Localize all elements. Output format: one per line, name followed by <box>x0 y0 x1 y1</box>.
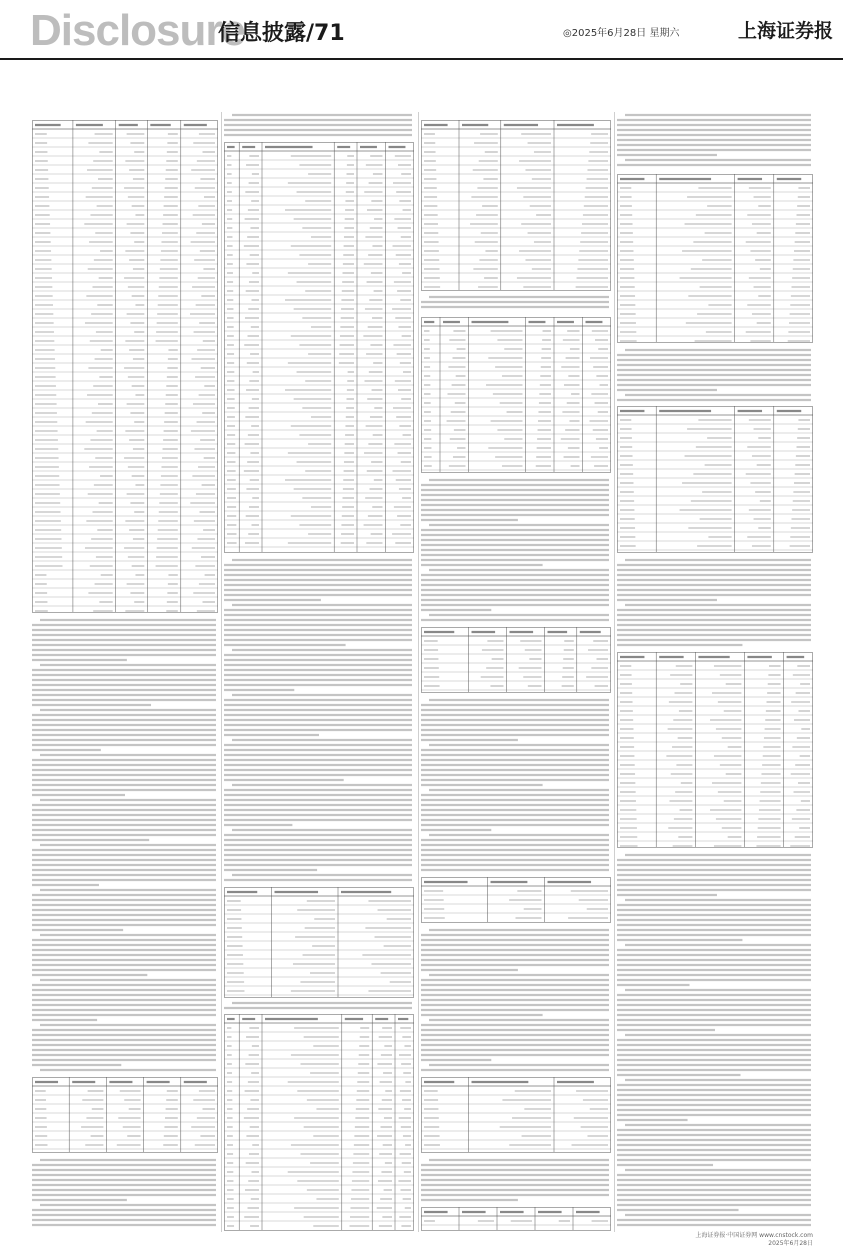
data-table <box>421 627 611 693</box>
text-block <box>617 560 811 645</box>
table-frame <box>422 121 611 291</box>
text-block <box>224 1003 412 1008</box>
text-block <box>421 930 609 1070</box>
data-table <box>617 406 813 553</box>
table-frame <box>225 888 414 998</box>
footer-date: 2025年6月28日 <box>768 1240 813 1247</box>
data-table <box>421 120 611 291</box>
column-3-content <box>421 112 611 1232</box>
column-divider <box>221 112 222 1232</box>
article-column-3 <box>421 112 611 1232</box>
data-table <box>421 1077 611 1153</box>
column-divider <box>418 112 419 1232</box>
text-block <box>421 480 609 620</box>
text-block <box>421 700 609 870</box>
section-title: 信息披露/71 <box>218 21 345 46</box>
article-column-1 <box>32 112 218 1232</box>
data-table <box>421 877 611 923</box>
text-block <box>421 1160 609 1200</box>
data-table <box>617 174 813 343</box>
data-table <box>421 1207 611 1231</box>
table-frame <box>422 1078 611 1153</box>
text-block <box>32 1160 216 1225</box>
text-block <box>617 115 811 165</box>
column-4-content <box>617 112 813 1232</box>
table-frame <box>225 1015 414 1231</box>
article-column-4 <box>617 112 813 1232</box>
table-frame <box>618 653 813 848</box>
text-block <box>224 115 412 135</box>
data-table <box>421 317 611 473</box>
data-table <box>32 1077 218 1153</box>
text-block <box>617 350 811 400</box>
data-table <box>224 887 414 998</box>
column-1-content <box>32 112 218 1232</box>
data-table <box>32 120 218 613</box>
data-table <box>617 652 813 848</box>
table-frame <box>618 175 813 343</box>
table-frame <box>33 1078 218 1153</box>
text-block <box>617 855 811 1225</box>
text-block <box>224 560 412 880</box>
column-2-content <box>224 112 414 1232</box>
newspaper-logo: 上海证券报 <box>738 20 834 42</box>
issue-date: ◎2025年6月28日 星期六 <box>563 28 680 39</box>
data-table <box>224 142 414 553</box>
text-block <box>32 620 216 1070</box>
article-column-2 <box>224 112 414 1232</box>
table-frame <box>225 143 414 553</box>
text-block <box>421 297 609 307</box>
data-table <box>224 1014 414 1231</box>
footer-publisher: 上海证券报·中国证券网 www.cnstock.com <box>695 1232 813 1239</box>
section-wordmark: Disclosure <box>30 6 245 55</box>
masthead <box>0 0 843 60</box>
column-divider <box>614 112 615 1232</box>
table-frame <box>422 628 611 693</box>
page-footer <box>695 1232 813 1248</box>
